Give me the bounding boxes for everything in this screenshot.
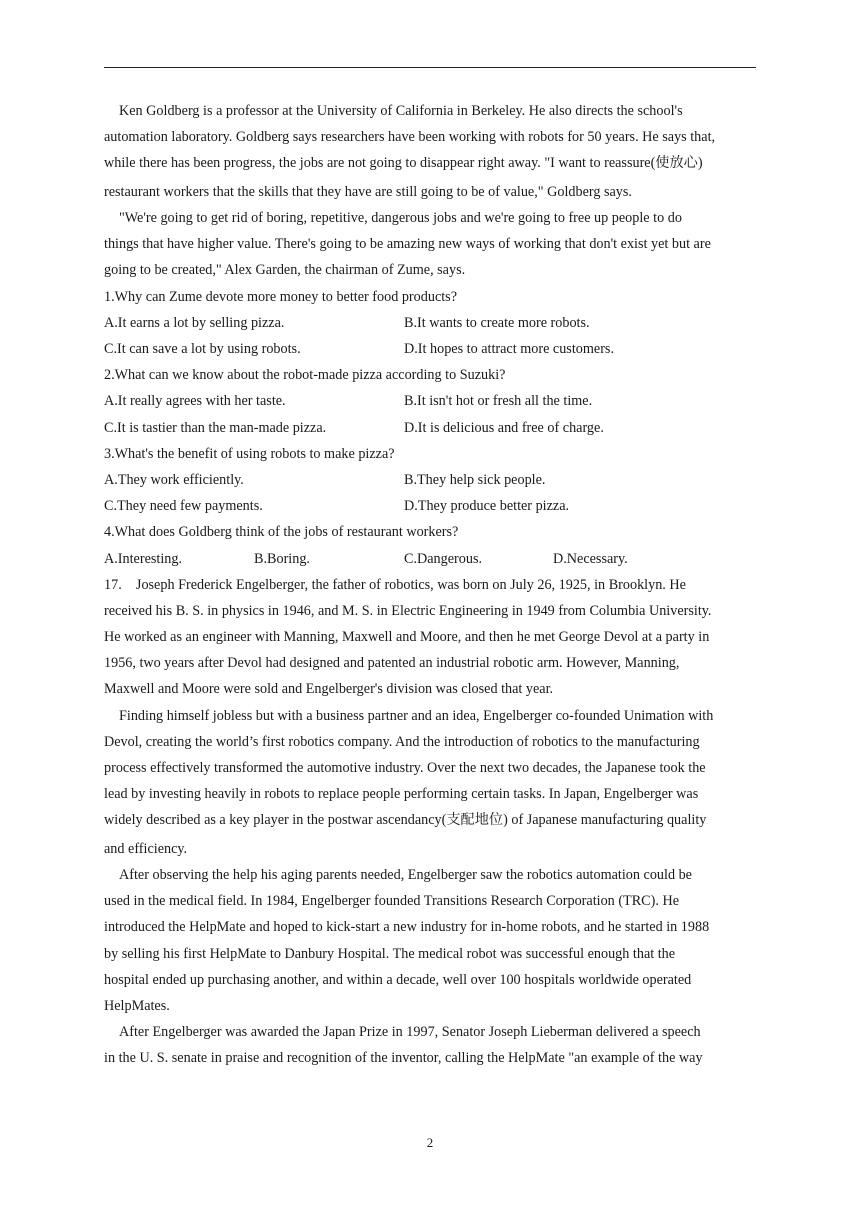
option-a: A.It earns a lot by selling pizza.	[104, 314, 285, 331]
question-2-options-row	[104, 415, 764, 441]
question-3-options-row	[104, 467, 764, 493]
text-line: automation laboratory. Goldberg says researchers have been working with robots for 50 years. He says that,	[104, 129, 716, 146]
text-line: restaurant workers that the skills that they have are still going to be of value," Goldberg says.	[104, 183, 632, 200]
text-line: hospital ended up purchasing another, and within a decade, well over 100 hospitals worldwide operated	[104, 971, 692, 988]
question-1: 1.Why can Zume devote more money to better food products?	[104, 288, 457, 305]
text-line: Maxwell and Moore were sold and Engelberger's division was closed that year.	[104, 681, 554, 698]
question-4-options-row	[104, 546, 764, 572]
text-line: HelpMates.	[104, 998, 170, 1014]
text-line: process effectively transformed the automotive industry. Over the next two decades, the Japanese took the	[104, 760, 706, 776]
text-line: widely described as a key player in the postwar ascendancy(支配地位) of Japanese manufacturing quality	[104, 812, 707, 829]
page-body	[104, 98, 764, 1072]
option-d: D.It is delicious and free of charge.	[404, 419, 604, 436]
question-3-options-row	[104, 493, 764, 519]
option-a: A.It really agrees with her taste.	[104, 393, 286, 410]
text-line: things that have higher value. There's going to be amazing new ways of working that don't exist yet but are	[104, 236, 711, 253]
text-line: "We're going to get rid of boring, repetitive, dangerous jobs and we're going to free up people to do	[119, 210, 682, 227]
text-line: going to be created," Alex Garden, the chairman of Zume, says.	[104, 262, 466, 279]
question-2-options-row	[104, 388, 764, 414]
question-2: 2.What can we know about the robot-made pizza according to Suzuki?	[104, 367, 506, 384]
question-1-options-row	[104, 336, 764, 362]
text-line: Devol, creating the world’s first robotics company. And the introduction of robotics to the manufacturing	[104, 733, 700, 750]
text-line: After Engelberger was awarded the Japan Prize in 1997, Senator Joseph Lieberman delivered a speech	[119, 1024, 701, 1041]
option-c: C.It is tastier than the man-made pizza.	[104, 419, 327, 436]
option-c: C.It can save a lot by using robots.	[104, 341, 301, 357]
option-d: D.Necessary.	[553, 550, 628, 567]
text-line: He worked as an engineer with Manning, Maxwell and Moore, and then he met George Devol at a party in	[104, 629, 710, 646]
text-line: used in the medical field. In 1984, Engelberger founded Transitions Research Corporation (TRC). He	[104, 893, 679, 910]
text-line: Ken Goldberg is a professor at the University of California in Berkeley. He also directs the school's	[119, 103, 683, 119]
text-line: and efficiency.	[104, 840, 188, 857]
option-b: B.It isn't hot or fresh all the time.	[404, 393, 593, 410]
text-line: lead by investing heavily in robots to replace people performing certain tasks. In Japan, Engelberger was	[104, 786, 699, 803]
option-c: C.They need few payments.	[104, 498, 263, 515]
option-b: B.They help sick people.	[404, 471, 546, 488]
option-b: B.Boring.	[254, 550, 310, 567]
option-d: D.They produce better pizza.	[404, 498, 570, 515]
header-rule	[104, 67, 756, 68]
page-number: 2	[426, 1135, 434, 1150]
option-b: B.It wants to create more robots.	[404, 314, 590, 331]
option-a: A.They work efficiently.	[104, 471, 244, 488]
text-line: in the U. S. senate in praise and recognition of the inventor, calling the HelpMate "an example of the way	[104, 1050, 703, 1067]
question-3: 3.What's the benefit of using robots to make pizza?	[104, 445, 395, 462]
option-a: A.Interesting.	[104, 550, 183, 567]
option-d: D.It hopes to attract more customers.	[404, 341, 614, 357]
text-line: Finding himself jobless but with a business partner and an idea, Engelberger co-founded Unimation with	[119, 707, 714, 724]
text-line: introduced the HelpMate and hoped to kick-start a new industry for in-home robots, and he started in 1988	[104, 919, 710, 936]
text-line: while there has been progress, the jobs are not going to disappear right away. "I want to reassure(使放心)	[104, 155, 703, 172]
question-1-options-row	[104, 310, 764, 336]
text-line: 1956, two years after Devol had designed and patented an industrial robotic arm. However, Manning,	[104, 655, 680, 672]
text-line: received his B. S. in physics in 1946, and M. S. in Electric Engineering in 1949 from Columbia University.	[104, 602, 712, 619]
question-4: 4.What does Goldberg think of the jobs of restaurant workers?	[104, 524, 459, 541]
text-line: by selling his first HelpMate to Danbury Hospital. The medical robot was successful enough that the	[104, 945, 676, 962]
text-line: After observing the help his aging parents needed, Engelberger saw the robotics automation could be	[119, 867, 692, 884]
passage-17-start: 17. Joseph Frederick Engelberger, the father of robotics, was born on July 26, 1925, in Brooklyn. He	[104, 576, 686, 593]
option-c: C.Dangerous.	[404, 550, 483, 567]
